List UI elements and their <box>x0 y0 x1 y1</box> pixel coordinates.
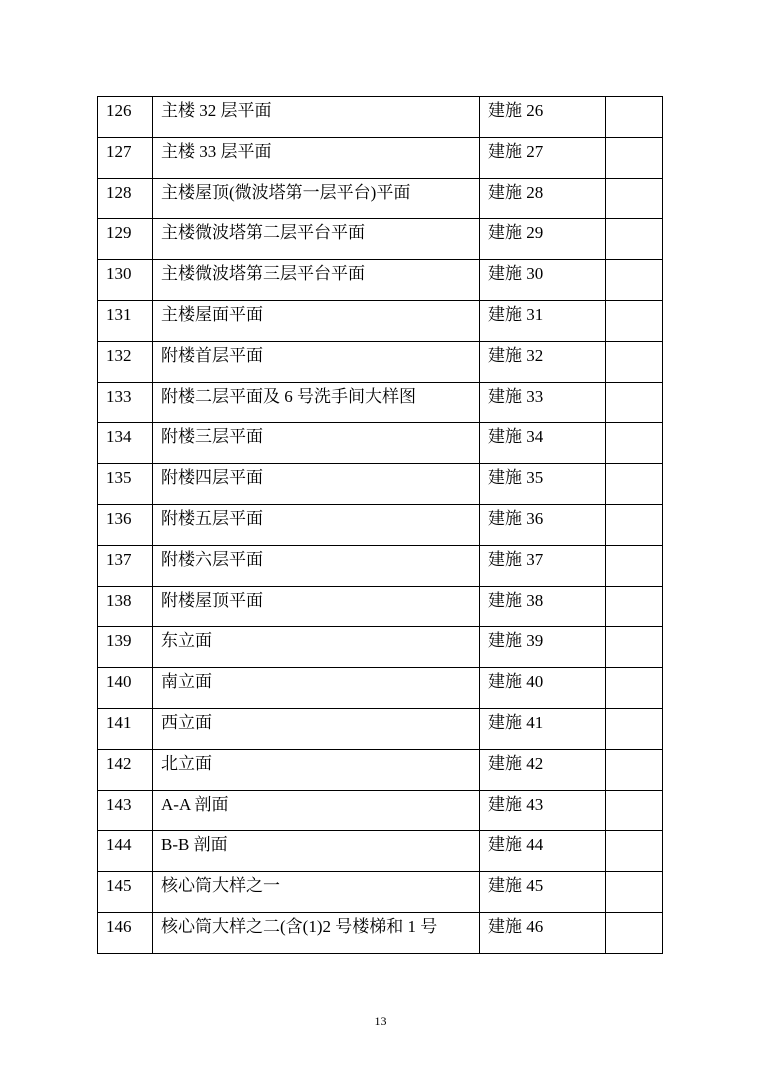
drawing-list-body <box>98 97 663 954</box>
drawing-code-cell: 建施 43 <box>480 790 606 831</box>
row-number-cell: 138 <box>98 586 153 627</box>
table-row <box>98 872 663 913</box>
row-number-cell: 127 <box>98 137 153 178</box>
table-row <box>98 749 663 790</box>
row-number-cell: 128 <box>98 178 153 219</box>
drawing-code-cell: 建施 32 <box>480 341 606 382</box>
remarks-cell <box>606 260 663 301</box>
drawing-code-cell: 建施 34 <box>480 423 606 464</box>
drawing-code-cell: 建施 40 <box>480 668 606 709</box>
remarks-cell <box>606 504 663 545</box>
row-number-cell: 145 <box>98 872 153 913</box>
drawing-title-cell: 核心筒大样之一 <box>153 872 480 913</box>
drawing-title-cell: 附楼六层平面 <box>153 545 480 586</box>
drawing-code-cell: 建施 45 <box>480 872 606 913</box>
remarks-cell <box>606 341 663 382</box>
table-row <box>98 790 663 831</box>
row-number-cell: 144 <box>98 831 153 872</box>
drawing-title-cell: 南立面 <box>153 668 480 709</box>
remarks-cell <box>606 586 663 627</box>
drawing-list-table <box>97 96 663 954</box>
remarks-cell <box>606 300 663 341</box>
table-row <box>98 341 663 382</box>
table-row <box>98 586 663 627</box>
drawing-title-cell: 主楼 33 层平面 <box>153 137 480 178</box>
drawing-code-cell: 建施 26 <box>480 97 606 138</box>
drawing-code-cell: 建施 42 <box>480 749 606 790</box>
row-number-cell: 134 <box>98 423 153 464</box>
row-number-cell: 146 <box>98 912 153 953</box>
drawing-code-cell: 建施 30 <box>480 260 606 301</box>
table-row <box>98 668 663 709</box>
row-number-cell: 132 <box>98 341 153 382</box>
remarks-cell <box>606 97 663 138</box>
row-number-cell: 140 <box>98 668 153 709</box>
table-row <box>98 504 663 545</box>
remarks-cell <box>606 872 663 913</box>
row-number-cell: 141 <box>98 708 153 749</box>
remarks-cell <box>606 912 663 953</box>
drawing-title-cell: 东立面 <box>153 627 480 668</box>
remarks-cell <box>606 831 663 872</box>
remarks-cell <box>606 137 663 178</box>
remarks-cell <box>606 627 663 668</box>
drawing-title-cell: 主楼屋面平面 <box>153 300 480 341</box>
drawing-code-cell: 建施 33 <box>480 382 606 423</box>
drawing-title-cell: 附楼五层平面 <box>153 504 480 545</box>
row-number-cell: 133 <box>98 382 153 423</box>
table-row <box>98 912 663 953</box>
drawing-title-cell: B-B 剖面 <box>153 831 480 872</box>
drawing-code-cell: 建施 44 <box>480 831 606 872</box>
remarks-cell <box>606 219 663 260</box>
drawing-title-cell: 西立面 <box>153 708 480 749</box>
row-number-cell: 129 <box>98 219 153 260</box>
drawing-code-cell: 建施 46 <box>480 912 606 953</box>
drawing-title-cell: 附楼屋顶平面 <box>153 586 480 627</box>
row-number-cell: 137 <box>98 545 153 586</box>
remarks-cell <box>606 708 663 749</box>
drawing-code-cell: 建施 28 <box>480 178 606 219</box>
drawing-title-cell: 主楼 32 层平面 <box>153 97 480 138</box>
row-number-cell: 139 <box>98 627 153 668</box>
drawing-title-cell: 主楼屋顶(微波塔第一层平台)平面 <box>153 178 480 219</box>
drawing-code-cell: 建施 38 <box>480 586 606 627</box>
row-number-cell: 143 <box>98 790 153 831</box>
table-row <box>98 464 663 505</box>
table-row <box>98 260 663 301</box>
row-number-cell: 130 <box>98 260 153 301</box>
table-row <box>98 137 663 178</box>
row-number-cell: 142 <box>98 749 153 790</box>
row-number-cell: 136 <box>98 504 153 545</box>
drawing-title-cell: 附楼首层平面 <box>153 341 480 382</box>
drawing-title-cell: 北立面 <box>153 749 480 790</box>
drawing-title-cell: 主楼微波塔第三层平台平面 <box>153 260 480 301</box>
drawing-title-cell: 附楼四层平面 <box>153 464 480 505</box>
drawing-code-cell: 建施 39 <box>480 627 606 668</box>
table-row <box>98 382 663 423</box>
drawing-code-cell: 建施 31 <box>480 300 606 341</box>
remarks-cell <box>606 545 663 586</box>
drawing-title-cell: A-A 剖面 <box>153 790 480 831</box>
row-number-cell: 135 <box>98 464 153 505</box>
drawing-title-cell: 核心筒大样之二(含(1)2 号楼梯和 1 号 <box>153 912 480 953</box>
table-row <box>98 423 663 464</box>
drawing-code-cell: 建施 27 <box>480 137 606 178</box>
table-row <box>98 97 663 138</box>
table-row <box>98 831 663 872</box>
drawing-title-cell: 附楼三层平面 <box>153 423 480 464</box>
page-number: 13 <box>374 1014 387 1028</box>
remarks-cell <box>606 178 663 219</box>
remarks-cell <box>606 790 663 831</box>
remarks-cell <box>606 382 663 423</box>
drawing-code-cell: 建施 35 <box>480 464 606 505</box>
table-row <box>98 300 663 341</box>
table-row <box>98 708 663 749</box>
remarks-cell <box>606 423 663 464</box>
drawing-code-cell: 建施 36 <box>480 504 606 545</box>
drawing-title-cell: 附楼二层平面及 6 号洗手间大样图 <box>153 382 480 423</box>
drawing-code-cell: 建施 41 <box>480 708 606 749</box>
row-number-cell: 131 <box>98 300 153 341</box>
table-row <box>98 545 663 586</box>
drawing-code-cell: 建施 29 <box>480 219 606 260</box>
drawing-title-cell: 主楼微波塔第二层平台平面 <box>153 219 480 260</box>
table-row <box>98 178 663 219</box>
drawing-code-cell: 建施 37 <box>480 545 606 586</box>
remarks-cell <box>606 464 663 505</box>
remarks-cell <box>606 749 663 790</box>
table-row <box>98 219 663 260</box>
row-number-cell: 126 <box>98 97 153 138</box>
remarks-cell <box>606 668 663 709</box>
table-row <box>98 627 663 668</box>
